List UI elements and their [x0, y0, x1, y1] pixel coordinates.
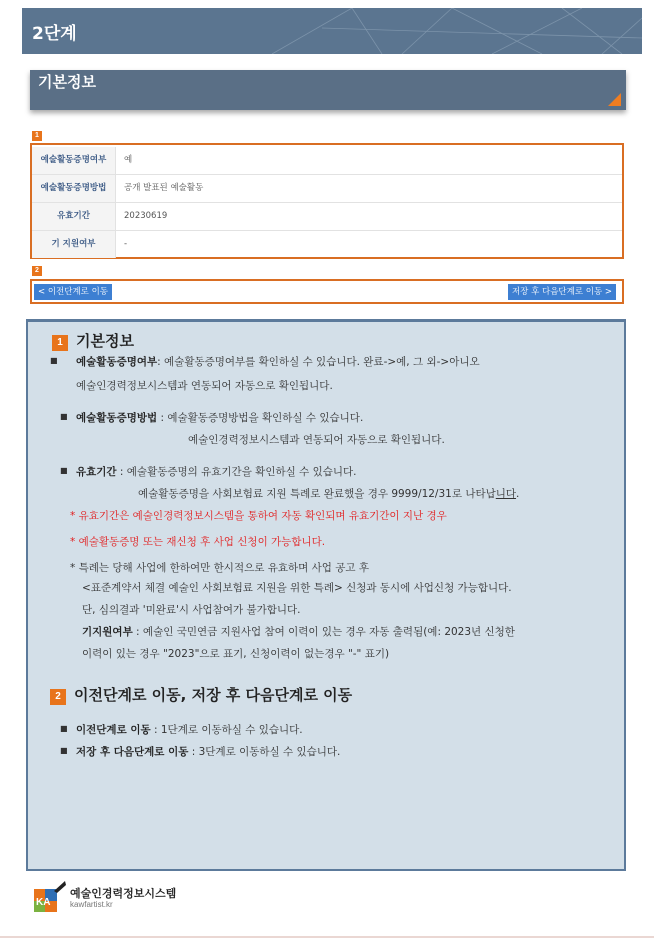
- guide-heading-text: 이전단계로 이동, 저장 후 다음단계로 이동: [74, 686, 353, 704]
- info-row: [32, 175, 622, 203]
- guide-desc: : 예술활동증명의 유효기간을 확인하실 수 있습니다.: [116, 466, 357, 478]
- guide-note-red: * 예술활동증명 또는 재신청 후 사업 신청이 가능합니다.: [70, 536, 326, 548]
- banner-decoration: [22, 8, 642, 54]
- bullet-icon: ■: [60, 746, 68, 755]
- guide-term: 기지원여부: [82, 626, 133, 638]
- guide-line: [138, 486, 519, 501]
- guide-term: 예술활동증명방법: [76, 412, 158, 424]
- section-title: 기본정보: [38, 73, 96, 91]
- bullet-icon: ■: [50, 356, 58, 365]
- info-label: 예술활동증명여부: [32, 147, 116, 174]
- guide-note: 단, 심의결과 '미완료'시 사업참여가 불가합니다.: [82, 604, 301, 616]
- section-title-bar: [30, 70, 626, 110]
- bottom-divider: [0, 936, 654, 938]
- guide-desc: : 3단계로 이동하실 수 있습니다.: [188, 746, 341, 758]
- guide-line: [76, 410, 363, 425]
- guide-term: 예술활동증명여부: [76, 356, 158, 368]
- guide-term: 유효기간: [76, 466, 117, 478]
- bullet-icon: ■: [60, 466, 68, 475]
- guide-line: 예술인경력정보시스템과 연동되어 자동으로 확인됩니다.: [76, 380, 333, 392]
- step-title: 2단계: [32, 24, 77, 44]
- guide-note-red: * 유효기간은 예술인경력정보시스템을 통하여 자동 확인되며 유효기간이 지난 경우: [70, 510, 447, 522]
- guide-term: 저장 후 다음단계로 이동: [76, 746, 189, 758]
- guide-text: .: [516, 488, 520, 500]
- info-value: -: [124, 239, 128, 249]
- corner-triangle-icon: [608, 93, 621, 106]
- save-next-step-button[interactable]: 저장 후 다음단계로 이동 >: [508, 284, 616, 300]
- info-value: 공개 발표된 예술활동: [124, 183, 204, 193]
- site-logo[interactable]: [32, 877, 232, 917]
- guide-heading-1: [52, 330, 134, 351]
- bullet-icon: ■: [60, 724, 68, 733]
- guide-number-badge: 1: [52, 335, 68, 351]
- guide-desc: : 예술활동증명방법을 확인하실 수 있습니다.: [157, 412, 364, 424]
- logo-mark-icon: [32, 879, 68, 915]
- guide-line: [76, 354, 480, 369]
- info-label: 유효기간: [32, 203, 116, 230]
- logo-url: kawfartist.kr: [70, 900, 113, 909]
- guide-note: * 특례는 당해 사업에 한하여만 한시적으로 유효하며 사업 공고 후: [70, 562, 370, 574]
- guide-line: 이력이 있는 경우 "2023"으로 표기, 신청이력이 없는경우 "-" 표기): [82, 648, 390, 660]
- guide-line: 예술인경력정보시스템과 연동되어 자동으로 확인됩니다.: [188, 434, 445, 446]
- guide-heading-text: 기본정보: [76, 332, 134, 350]
- step-header-banner: [22, 8, 642, 54]
- step-nav-bar: [30, 279, 624, 304]
- info-row: [32, 203, 622, 231]
- info-label: 예술활동증명방법: [32, 175, 116, 202]
- guide-panel: [26, 319, 626, 871]
- marker-2: 2: [32, 266, 42, 276]
- guide-line: [82, 624, 515, 639]
- guide-text-underlined: 니다: [495, 488, 517, 500]
- guide-heading-2: [50, 684, 352, 705]
- info-value: 20230619: [124, 211, 168, 221]
- logo-mark-text: KA: [36, 897, 51, 908]
- guide-line: [76, 464, 356, 479]
- bullet-icon: ■: [60, 412, 68, 421]
- prev-step-button[interactable]: < 이전단계로 이동: [34, 284, 112, 300]
- guide-desc: : 1단계로 이동하실 수 있습니다.: [150, 724, 303, 736]
- guide-text: 예술활동증명을 사회보험료 지원 특례로 완료했을 경우 9999/12/31로 나타납: [138, 488, 496, 500]
- guide-note: <표준계약서 체결 예술인 사회보험료 지원을 위한 특례> 신청과 동시에 사업신청 가능합니다.: [82, 582, 512, 594]
- guide-desc: : 예술활동증명여부를 확인하실 수 있습니다. 완료->예, 그 외->아니오: [157, 356, 480, 368]
- marker-1: 1: [32, 131, 42, 141]
- guide-term: 이전단계로 이동: [76, 724, 151, 736]
- basic-info-table: [30, 143, 624, 259]
- info-row: [32, 147, 622, 175]
- info-value: 예: [124, 155, 133, 165]
- guide-desc: : 예술인 국민연금 지원사업 참여 이력이 있는 경우 자동 출력됨(예: 2023년 신청한: [132, 626, 515, 638]
- logo-title: 예술인경력정보시스템: [70, 887, 177, 900]
- info-row: [32, 231, 622, 259]
- info-label: 기 지원여부: [32, 231, 116, 258]
- guide-number-badge: 2: [50, 689, 66, 705]
- guide-line: [76, 744, 340, 759]
- guide-line: [76, 722, 303, 737]
